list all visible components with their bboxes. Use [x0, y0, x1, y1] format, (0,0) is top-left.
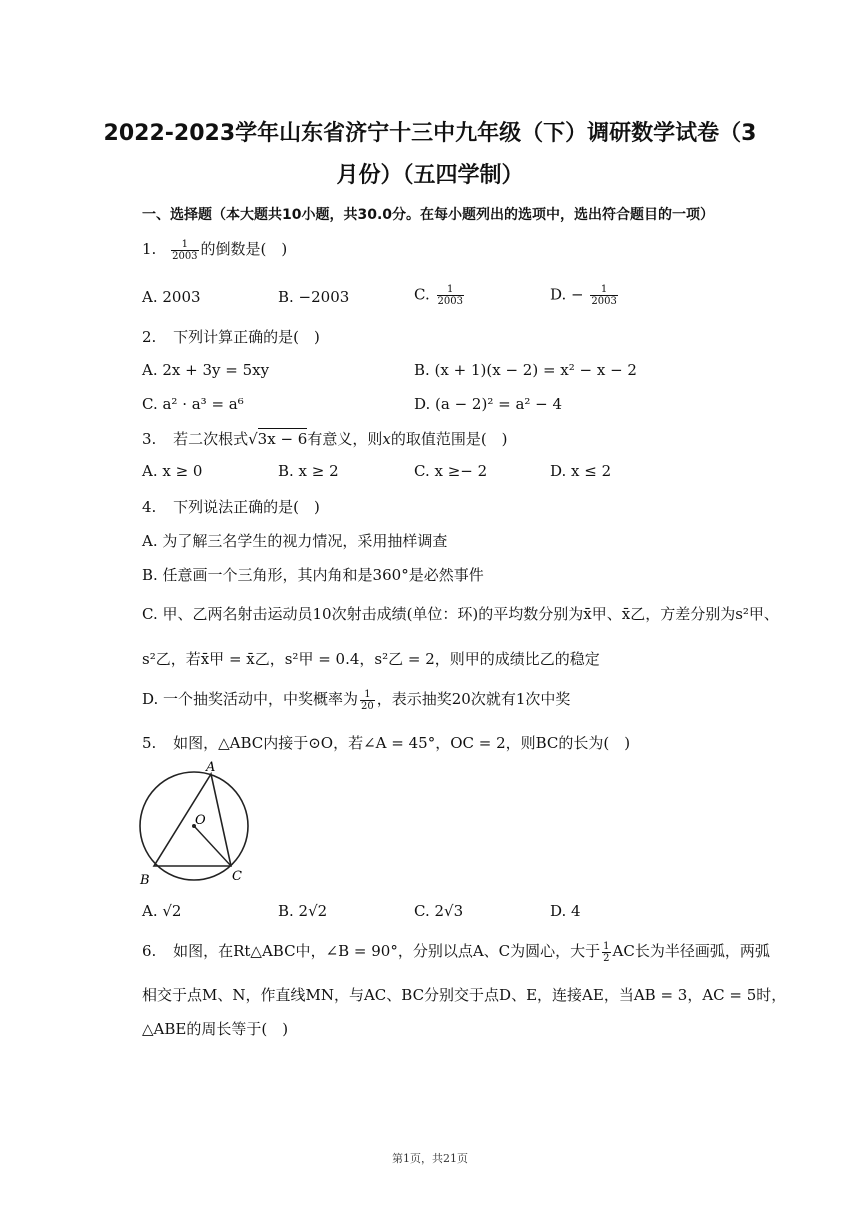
question-text: 的倒数是( ): [200, 240, 288, 258]
denominator: 2003: [591, 296, 617, 307]
option-b: B. 2√2: [278, 902, 328, 920]
option-c: C. 2√3: [414, 902, 464, 920]
option-a: A. 2x + 3y = 5xy: [142, 361, 270, 379]
numerator: 1: [360, 689, 375, 701]
question-text-pre: 如图，在Rt△ABC中，∠B = 90°，分别以点A、C为圆心，大于: [173, 942, 601, 960]
option-text-pre: D. 一个抽奖活动中，中奖概率为: [142, 690, 359, 708]
question-text-post: AC长为半径画弧，两弧: [612, 942, 770, 960]
question-text-pre: 若二次根式: [173, 430, 249, 448]
option-c: [414, 284, 466, 307]
numerator: 1: [437, 284, 464, 296]
question-2: [142, 326, 320, 347]
option-c-line2: s²乙，若x̄甲 = x̄乙，s²甲 = 0.4，s²乙 = 2，则甲的成绩比乙的稳定: [142, 650, 600, 668]
label-c: C: [232, 869, 242, 884]
question-text-mid: 有意义，则: [307, 430, 383, 448]
triangle-abc: [154, 774, 231, 866]
option-text-post: ，表示抽奖20次就有1次中奖: [376, 690, 571, 708]
question-6-line3: △ABE的周长等于( ): [142, 1020, 289, 1038]
exam-title-line1: 2022-2023学年山东省济宁十三中九年级（下）调研数学试卷（3: [103, 121, 757, 146]
circle-triangle-figure: [134, 758, 264, 890]
option-label: C.: [414, 285, 430, 304]
option-d: D. (a − 2)² = a² − 4: [414, 395, 563, 413]
variable: x: [382, 430, 391, 448]
denominator: 20: [361, 700, 374, 712]
question-number: 1.: [142, 240, 157, 258]
question-4: [142, 496, 320, 517]
question-number: 4.: [142, 498, 157, 516]
option-b: B. (x + 1)(x − 2) = x² − x − 2: [414, 361, 637, 379]
fraction: [171, 239, 198, 262]
numerator: 1: [590, 284, 617, 296]
option-c: C. x ≥− 2: [414, 462, 488, 480]
section-heading: 一、选择题（本大题共10小题，共30.0分。在每小题列出的选项中，选出符合题目的一项）: [142, 207, 715, 223]
option-label: D. −: [550, 285, 584, 304]
option-b: B. 任意画一个三角形，其内角和是360°是必然事件: [142, 566, 484, 584]
question-3: [142, 428, 508, 449]
denominator: 2: [603, 952, 610, 964]
fraction: [602, 941, 610, 964]
option-b: B. −2003: [278, 288, 350, 306]
option-d: D. 4: [550, 902, 581, 920]
option-a: A. √2: [142, 902, 182, 920]
denominator: 2003: [172, 250, 198, 262]
question-text: 下列说法正确的是( ): [173, 498, 320, 516]
fraction: [437, 284, 464, 307]
question-text-post: 的取值范围是( ): [390, 430, 508, 448]
option-b: B. x ≥ 2: [278, 462, 339, 480]
exam-title-line2: 月份）（五四学制）: [336, 163, 524, 188]
question-5: [142, 732, 630, 753]
question-1: [142, 238, 287, 262]
question-number: 6.: [142, 942, 157, 960]
option-c: C. a² · a³ = a⁶: [142, 395, 244, 413]
question-number: 3.: [142, 430, 157, 448]
segment-oc: [194, 826, 231, 866]
radicand: 3x − 6: [257, 430, 308, 448]
option-c-line1: C. 甲、乙两名射击运动员10次射击成绩(单位：环)的平均数分别为x̄甲、x̄乙，方差分别为s²甲、: [142, 605, 779, 623]
sqrt-sign: √: [248, 430, 258, 448]
question-6-line2: 相交于点M、N，作直线MN，与AC、BC分别交于点D、E，连接AE，当AB = 3，AC = 5时，: [142, 986, 787, 1004]
option-a: A. 为了解三名学生的视力情况，采用抽样调查: [142, 532, 448, 550]
label-a: A: [206, 760, 216, 775]
numerator: 1: [603, 940, 610, 952]
fraction: [590, 284, 617, 307]
question-6-line1: [142, 940, 770, 964]
option-a: A. x ≥ 0: [142, 462, 203, 480]
question-text: 下列计算正确的是( ): [173, 328, 320, 346]
page-footer: 第1页，共21页: [392, 1152, 468, 1165]
label-b: B: [140, 873, 150, 888]
question-number: 2.: [142, 328, 157, 346]
question-text: 如图，△ABC内接于⊙O，若∠A = 45°，OC = 2，则BC的长为( ): [173, 734, 631, 752]
label-o: O: [195, 813, 206, 828]
denominator: 2003: [437, 296, 463, 307]
numerator: 1: [171, 239, 198, 251]
option-d: [550, 284, 620, 307]
option-d: [142, 688, 570, 712]
question-number: 5.: [142, 734, 157, 752]
option-d: D. x ≤ 2: [550, 462, 612, 480]
fraction: [360, 689, 375, 712]
option-a: A. 2003: [142, 288, 201, 306]
